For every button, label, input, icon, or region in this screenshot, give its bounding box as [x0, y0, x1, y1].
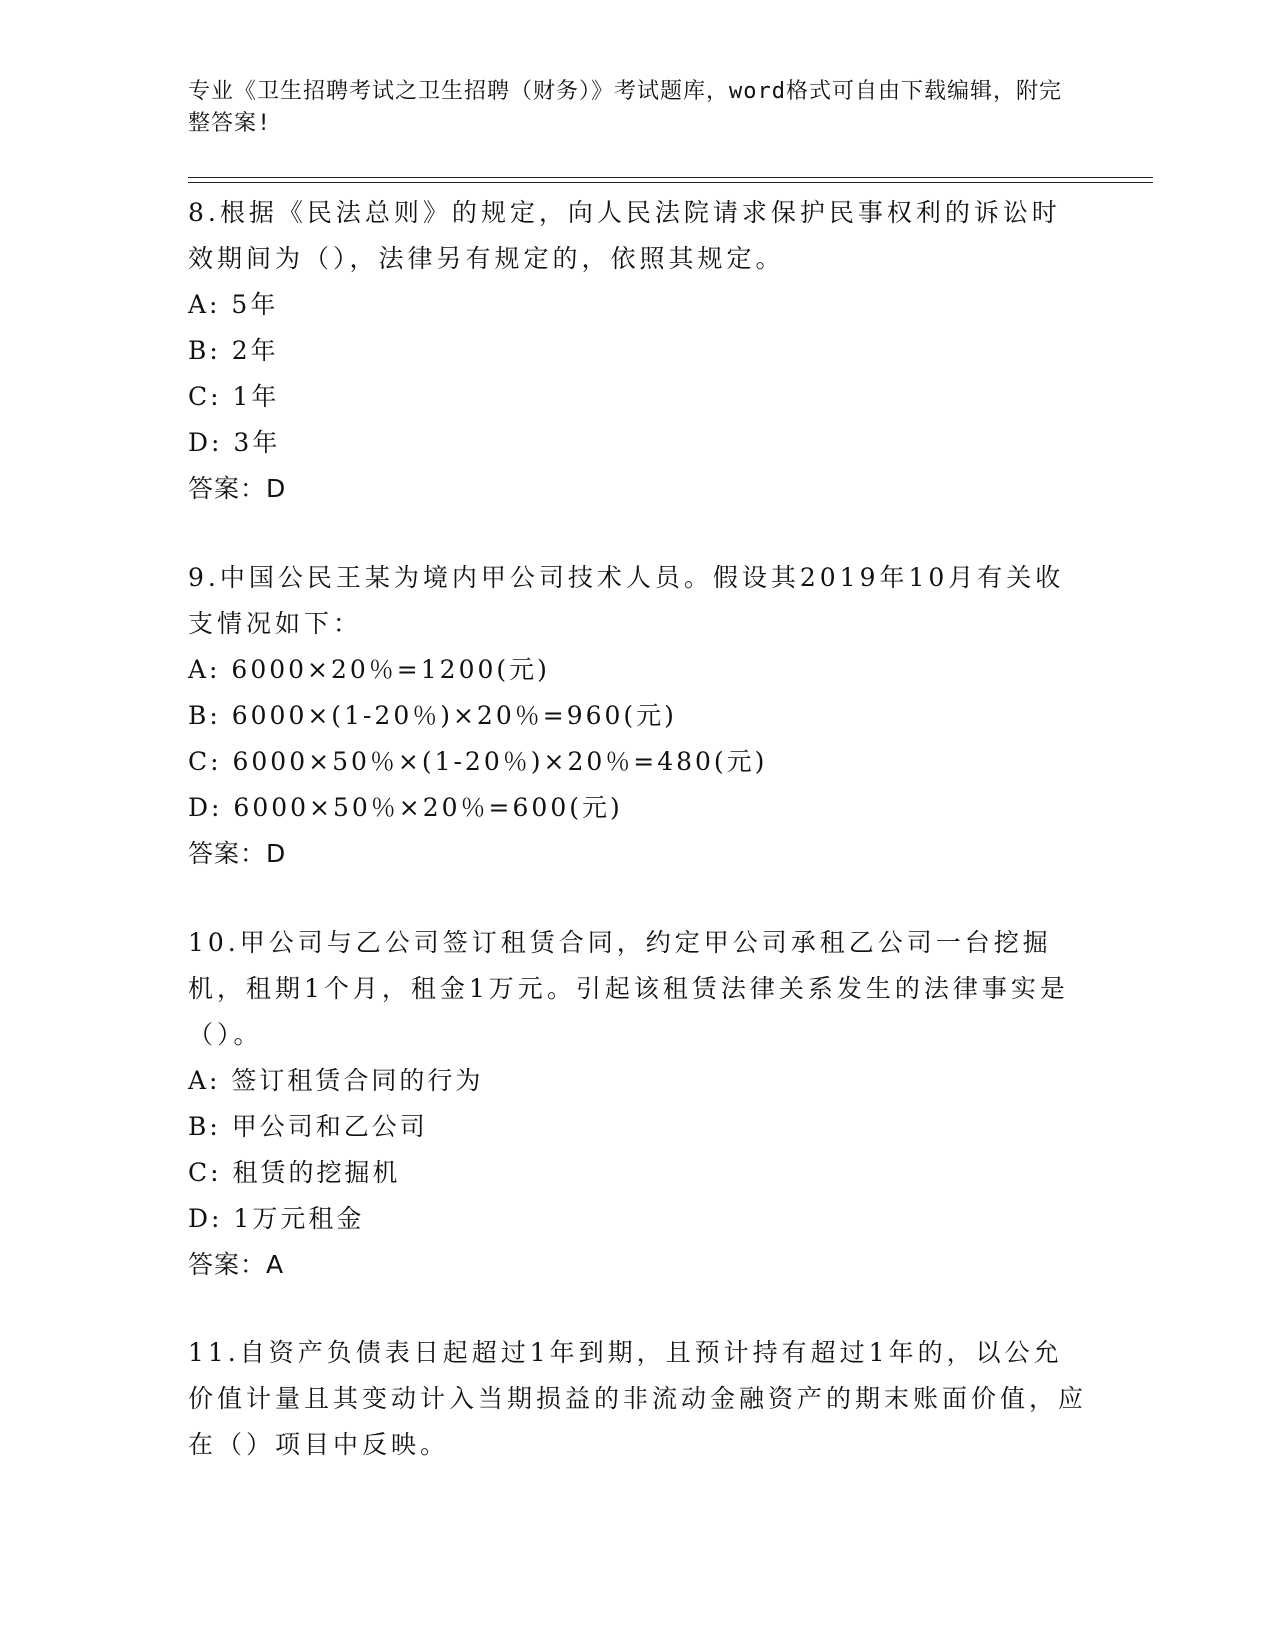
question-11 — [188, 1330, 1088, 1468]
option-a: A: 6000×20％=1200(元) — [188, 655, 550, 684]
question-10 — [188, 920, 1088, 1288]
answer: 答案：A — [188, 1250, 285, 1279]
option-list — [188, 647, 1088, 831]
option-d: D: 3年 — [188, 428, 281, 457]
header-divider-top — [188, 177, 1153, 178]
option-a: A: 签订租赁合同的行为 — [188, 1066, 484, 1095]
answer: 答案：D — [188, 474, 287, 503]
header-divider-bottom — [188, 182, 1153, 183]
question-9 — [188, 555, 1088, 877]
question-stem: 8.根据《民法总则》的规定，向人民法院请求保护民事权利的诉讼时效期间为（），法律另有规定的，依照其规定。 — [188, 198, 1061, 273]
question-stem: 11.自资产负债表日起超过1年到期，且预计持有超过1年的，以公允价值计量且其变动计入当期损益的非流动金融资产的期末账面价值，应在（）项目中反映。 — [188, 1338, 1088, 1459]
question-stem: 10.甲公司与乙公司签订租赁合同，约定甲公司承租乙公司一台挖掘机，租期1个月，租金1万元。引起该租赁法律关系发生的法律事实是（）。 — [188, 928, 1069, 1049]
option-b: B: 2年 — [188, 336, 279, 365]
option-c: C: 租赁的挖掘机 — [188, 1158, 401, 1187]
option-a: A: 5年 — [188, 290, 279, 319]
answer: 答案：D — [188, 839, 287, 868]
question-8 — [188, 190, 1088, 512]
document-header: 专业《卫生招聘考试之卫生招聘（财务）》考试题库，word格式可自由下载编辑，附完整答案! — [188, 79, 1062, 136]
question-stem: 9.中国公民王某为境内甲公司技术人员。假设其2019年10月有关收支情况如下： — [188, 563, 1065, 638]
option-b: B: 6000×(1-20％)×20％=960(元) — [188, 701, 677, 730]
option-list — [188, 1058, 1088, 1242]
option-d: D: 1万元租金 — [188, 1204, 365, 1233]
option-c: C: 6000×50％×(1-20％)×20％=480(元) — [188, 747, 768, 776]
option-b: B: 甲公司和乙公司 — [188, 1112, 428, 1141]
option-list — [188, 282, 1088, 466]
option-d: D: 6000×50％×20％=600(元) — [188, 793, 623, 822]
option-c: C: 1年 — [188, 382, 280, 411]
